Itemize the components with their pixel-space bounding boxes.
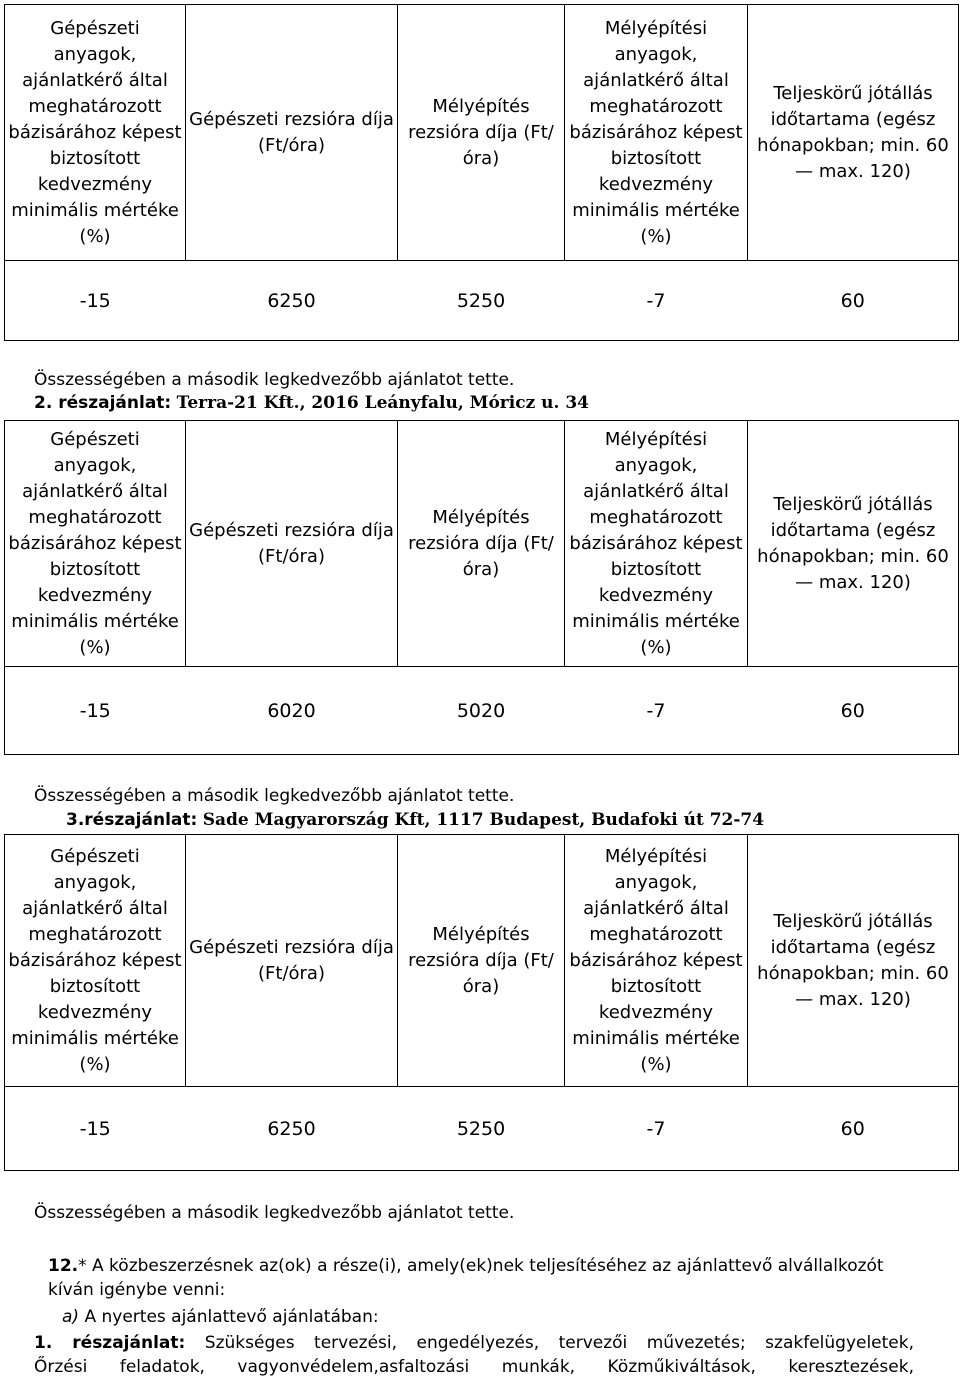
value-civil-discount: -7 — [565, 667, 748, 755]
bid-table — [4, 420, 959, 755]
value-civil-discount: -7 — [565, 261, 748, 341]
bid-table — [4, 834, 959, 1171]
value-mechanical-rate: 6250 — [186, 261, 398, 341]
bid-table-block-1 — [4, 4, 958, 341]
bid-table-block-3 — [4, 834, 958, 1171]
header-mechanical-rate: Gépészeti rezsióra díja (Ft/óra) — [186, 421, 398, 667]
value-civil-rate: 5020 — [398, 667, 565, 755]
part-1-line-2 — [34, 1355, 914, 1379]
part-heading-2 — [34, 393, 589, 413]
bidder-name: Sade Magyarország Kft, 1117 Budapest, Budafoki út 72-74 — [202, 810, 765, 830]
header-warranty: Teljeskörű jótállás időtartama (egész hónapokban; min. 60 — max. 120) — [748, 835, 959, 1087]
part-1-text-line-2: Őrzési feladatok, vagyonvédelem,asfaltozási munkák, Közműkiváltások, keresztezések, — [34, 1357, 914, 1377]
bid-table — [4, 4, 959, 341]
header-civil-rate: Mélyépítés rezsióra díja (Ft/óra) — [398, 5, 565, 261]
bidder-name: Terra-21 Kft., 2016 Leányfalu, Móricz u. 34 — [176, 393, 589, 413]
value-civil-rate: 5250 — [398, 261, 565, 341]
sub-item-label: a) — [62, 1307, 80, 1327]
header-civil-rate: Mélyépítés rezsióra díja (Ft/óra) — [398, 421, 565, 667]
header-warranty: Teljeskörű jótállás időtartama (egész hónapokban; min. 60 — max. 120) — [748, 5, 959, 261]
bid-note: Összességében a második legkedvezőbb ajánlatot tette. — [34, 370, 515, 390]
section-12 — [48, 1254, 918, 1302]
value-warranty: 60 — [748, 261, 959, 341]
value-mechanical-discount: -15 — [5, 1087, 186, 1171]
value-mechanical-discount: -15 — [5, 667, 186, 755]
header-civil-discount: Mélyépítési anyagok, ajánlatkérő által meghatározott bázisárához képest biztosított kedvezmény minimális mértéke (%) — [565, 5, 748, 261]
value-warranty: 60 — [748, 1087, 959, 1171]
sub-item-a — [62, 1305, 932, 1329]
header-mechanical-discount: Gépészeti anyagok, ajánlatkérő által meghatározott bázisárához képest biztosított kedvezmény minimális mértéke (%) — [5, 835, 186, 1087]
value-warranty: 60 — [748, 667, 959, 755]
header-mechanical-rate: Gépészeti rezsióra díja (Ft/óra) — [186, 835, 398, 1087]
header-civil-discount: Mélyépítési anyagok, ajánlatkérő által meghatározott bázisárához képest biztosított kedvezmény minimális mértéke (%) — [565, 835, 748, 1087]
value-mechanical-rate: 6250 — [186, 1087, 398, 1171]
sub-item-text: A nyertes ajánlattevő ajánlatában: — [84, 1307, 379, 1327]
bid-note: Összességében a második legkedvezőbb ajánlatot tette. — [34, 786, 515, 806]
section-number: 12. — [48, 1256, 79, 1276]
part-1-text-line-1: Szükséges tervezési, engedélyezés, tervezői művezetés; szakfelügyeletek, — [204, 1333, 915, 1353]
header-mechanical-discount: Gépészeti anyagok, ajánlatkérő által meghatározott bázisárához képest biztosított kedvezmény minimális mértéke (%) — [5, 421, 186, 667]
header-warranty: Teljeskörű jótállás időtartama (egész hónapokban; min. 60 — max. 120) — [748, 421, 959, 667]
header-mechanical-discount: Gépészeti anyagok, ajánlatkérő által meghatározott bázisárához képest biztosított kedvezmény minimális mértéke (%) — [5, 5, 186, 261]
bid-note: Összességében a második legkedvezőbb ajánlatot tette. — [34, 1203, 515, 1223]
part-heading-3 — [66, 810, 764, 830]
value-mechanical-discount: -15 — [5, 261, 186, 341]
value-civil-rate: 5250 — [398, 1087, 565, 1171]
header-mechanical-rate: Gépészeti rezsióra díja (Ft/óra) — [186, 5, 398, 261]
value-civil-discount: -7 — [565, 1087, 748, 1171]
part-1-line-1 — [34, 1331, 914, 1355]
section-text: * A közbeszerzésnek az(ok) a része(i), amely(ek)nek teljesítéséhez az ajánlattevő alvállalkozót kíván igénybe venni: — [48, 1256, 884, 1300]
part-label: 3.részajánlat: — [66, 810, 198, 830]
bid-table-block-2 — [4, 420, 958, 755]
value-mechanical-rate: 6020 — [186, 667, 398, 755]
part-label: 2. részajánlat: — [34, 393, 172, 413]
header-civil-rate: Mélyépítés rezsióra díja (Ft/óra) — [398, 835, 565, 1087]
header-civil-discount: Mélyépítési anyagok, ajánlatkérő által meghatározott bázisárához képest biztosított kedvezmény minimális mértéke (%) — [565, 421, 748, 667]
part-1-label: 1. részajánlat: — [34, 1333, 186, 1353]
